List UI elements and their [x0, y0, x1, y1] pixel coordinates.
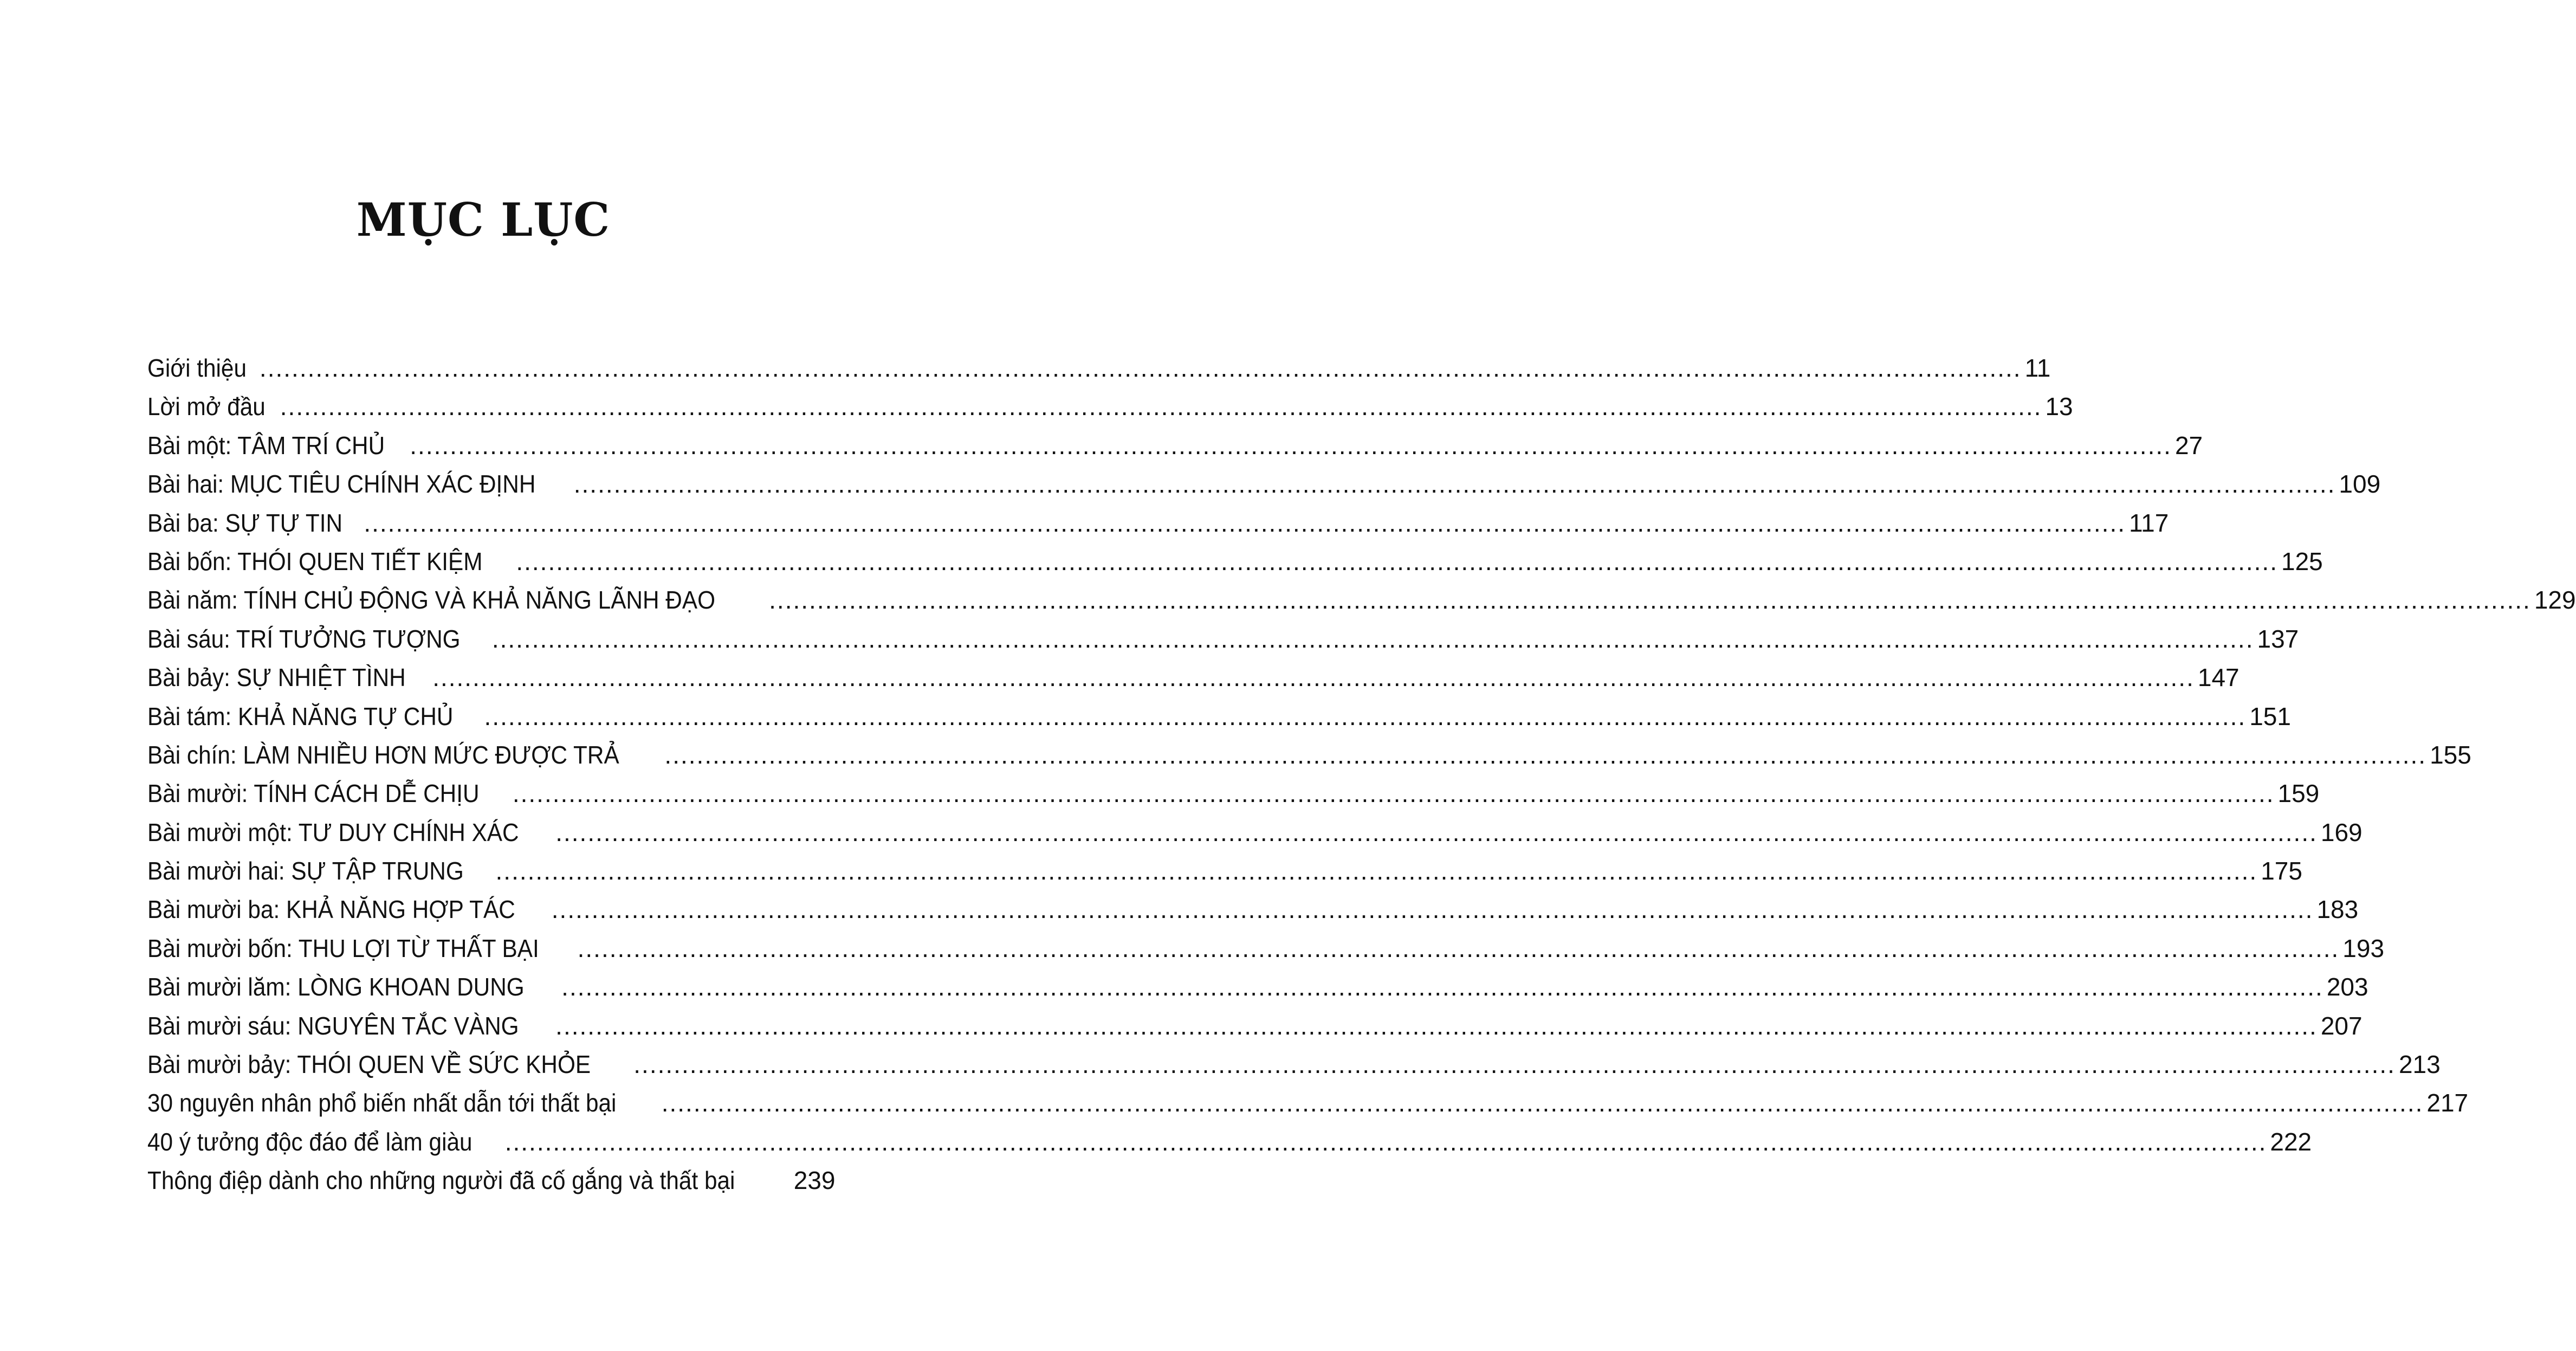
toc-entry-title: 30 nguyên nhân phổ biến nhất dẫn tới thất bại	[147, 1089, 617, 1117]
toc-entry	[147, 968, 2368, 1006]
toc-entry	[147, 736, 2471, 774]
toc-entry	[147, 890, 2359, 929]
toc-entry	[147, 813, 2363, 852]
toc-entry	[147, 465, 2381, 503]
toc-entry-title: Thông điệp dành cho những người đã cố gắng và thất bại	[147, 1166, 735, 1195]
dot-leader: ............................................................................................................................................................................................................................	[555, 818, 2318, 846]
toc-entry-page-number: 239	[793, 1166, 836, 1195]
dot-leader: ............................................................................................................................................................................................................................	[516, 547, 2278, 576]
dot-leader: ............................................................................................................................................................................................................................	[280, 392, 2042, 421]
toc-entry-title: Bài mười lăm: LÒNG KHOAN DUNG	[147, 973, 525, 1001]
toc-entry-title: Bài mười ba: KHẢ NĂNG HỢP TÁC	[147, 895, 515, 924]
toc-entry-title: Bài mười hai: SỰ TẬP TRUNG	[147, 857, 464, 885]
toc-entry-page-number: 11	[2024, 354, 2051, 382]
toc-entry-title: Bài mười: TÍNH CÁCH DỄ CHỊU	[147, 779, 480, 808]
toc-entry-page-number: 222	[2270, 1127, 2312, 1156]
toc-entry	[147, 658, 2240, 697]
toc-entry-title: Bài bảy: SỰ NHIỆT TÌNH	[147, 663, 406, 692]
dot-leader: ............................................................................................................................................................................................................................	[484, 702, 2247, 731]
toc-entry-title: Giới thiệu	[147, 354, 247, 382]
toc-entry-title: Bài một: TÂM TRÍ CHỦ	[147, 431, 385, 460]
toc-entry	[147, 1045, 2441, 1084]
dot-leader: ............................................................................................................................................................................................................................	[410, 431, 2172, 460]
toc-entry	[147, 504, 2169, 542]
dot-leader: ............................................................................................................................................................................................................................	[504, 1127, 2267, 1156]
toc-entry-title: Bài hai: MỤC TIÊU CHÍNH XÁC ĐỊNH	[147, 470, 536, 499]
toc-entry-page-number: 27	[2174, 431, 2203, 460]
toc-entry-title: 40 ý tưởng độc đáo để làm giàu	[147, 1127, 473, 1156]
toc-entry	[147, 1084, 2469, 1122]
toc-entry-page-number: 151	[2249, 702, 2291, 731]
dot-leader: ............................................................................................................................................................................................................................	[364, 508, 2126, 537]
toc-entry-title: Bài sáu: TRÍ TƯỞNG TƯỢNG	[147, 624, 461, 653]
toc-entry	[147, 542, 2323, 581]
toc-entry-page-number: 155	[2430, 740, 2471, 769]
toc-entry-page-number: 183	[2316, 895, 2359, 924]
dot-leader: ............................................................................................................................................................................................................................	[561, 973, 2323, 1001]
dot-leader: ............................................................................................................................................................................................................................	[661, 1089, 2424, 1117]
dot-leader: ............................................................................................................................................................................................................................	[633, 1050, 2396, 1079]
toc-entry	[147, 1123, 2312, 1161]
toc-entry-page-number: 213	[2398, 1050, 2441, 1079]
toc-entry-title: Bài chín: LÀM NHIỀU HƠN MỨC ĐƯỢC TRẢ	[147, 740, 619, 769]
toc-entry-page-number: 175	[2261, 857, 2302, 885]
toc-entry-title: Bài mười sáu: NGUYÊN TẮC VÀNG	[147, 1011, 519, 1040]
toc-entry-title: Lời mở đầu	[147, 392, 266, 421]
toc-entry	[147, 697, 2291, 736]
dot-leader: ............................................................................................................................................................................................................................	[664, 740, 2427, 769]
toc-entry-page-number: 147	[2197, 663, 2240, 692]
toc-entry	[147, 852, 2302, 890]
dot-leader: ............................................................................................................................................................................................................................	[577, 934, 2340, 962]
dot-leader: ............................................................................................................................................................................................................................	[491, 624, 2254, 653]
toc-entry	[147, 387, 2073, 426]
dot-leader: ............................................................................................................................................................................................................................	[555, 1011, 2318, 1040]
dot-leader: ............................................................................................................................................................................................................................	[573, 470, 2336, 499]
toc-entry-page-number: 207	[2320, 1011, 2363, 1040]
toc-entry-page-number: 193	[2342, 934, 2385, 962]
toc-entry	[147, 349, 2051, 387]
toc-entry-page-number: 109	[2339, 470, 2381, 499]
toc-entry-page-number: 137	[2257, 624, 2299, 653]
toc-entry	[147, 1007, 2363, 1045]
dot-leader: ............................................................................................................................................................................................................................	[769, 586, 2531, 615]
toc-entry-page-number: 129	[2534, 586, 2576, 615]
toc-entry-title: Bài bốn: THÓI QUEN TIẾT KIỆM	[147, 547, 483, 576]
toc-entry-page-number: 13	[2045, 392, 2073, 421]
toc-entry	[147, 929, 2385, 968]
toc-entry	[147, 581, 2576, 619]
table-of-contents	[147, 349, 2576, 1200]
toc-entry	[147, 1161, 836, 1200]
page-title: MỤC LỤC	[356, 193, 611, 247]
toc-entry-title: Bài mười bảy: THÓI QUEN VỀ SỨC KHỎE	[147, 1050, 591, 1079]
toc-entry-page-number: 125	[2281, 547, 2323, 576]
toc-entry	[147, 426, 2203, 465]
toc-entry-page-number: 217	[2426, 1089, 2469, 1117]
dot-leader: ............................................................................................................................................................................................................................	[432, 663, 2195, 692]
toc-entry	[147, 774, 2320, 813]
dot-leader: ............................................................................................................................................................................................................................	[495, 857, 2258, 885]
toc-entry-page-number: 117	[2129, 508, 2169, 537]
dot-leader: ............................................................................................................................................................................................................................	[259, 354, 2022, 382]
toc-entry-page-number: 159	[2277, 779, 2320, 808]
toc-entry	[147, 620, 2299, 658]
dot-leader: ............................................................................................................................................................................................................................	[551, 895, 2314, 924]
toc-entry-title: Bài mười một: TƯ DUY CHÍNH XÁC	[147, 818, 519, 846]
toc-entry-page-number: 203	[2326, 973, 2368, 1001]
toc-entry-title: Bài năm: TÍNH CHỦ ĐỘNG VÀ KHẢ NĂNG LÃNH ĐẠO	[147, 586, 716, 615]
toc-entry-page-number: 169	[2320, 818, 2363, 846]
toc-entry-title: Bài ba: SỰ TỰ TIN	[147, 508, 343, 537]
toc-entry-title: Bài mười bốn: THU LỢI TỪ THẤT BẠI	[147, 934, 539, 962]
dot-leader: ............................................................................................................................................................................................................................	[512, 779, 2275, 808]
toc-entry-title: Bài tám: KHẢ NĂNG TỰ CHỦ	[147, 702, 454, 731]
